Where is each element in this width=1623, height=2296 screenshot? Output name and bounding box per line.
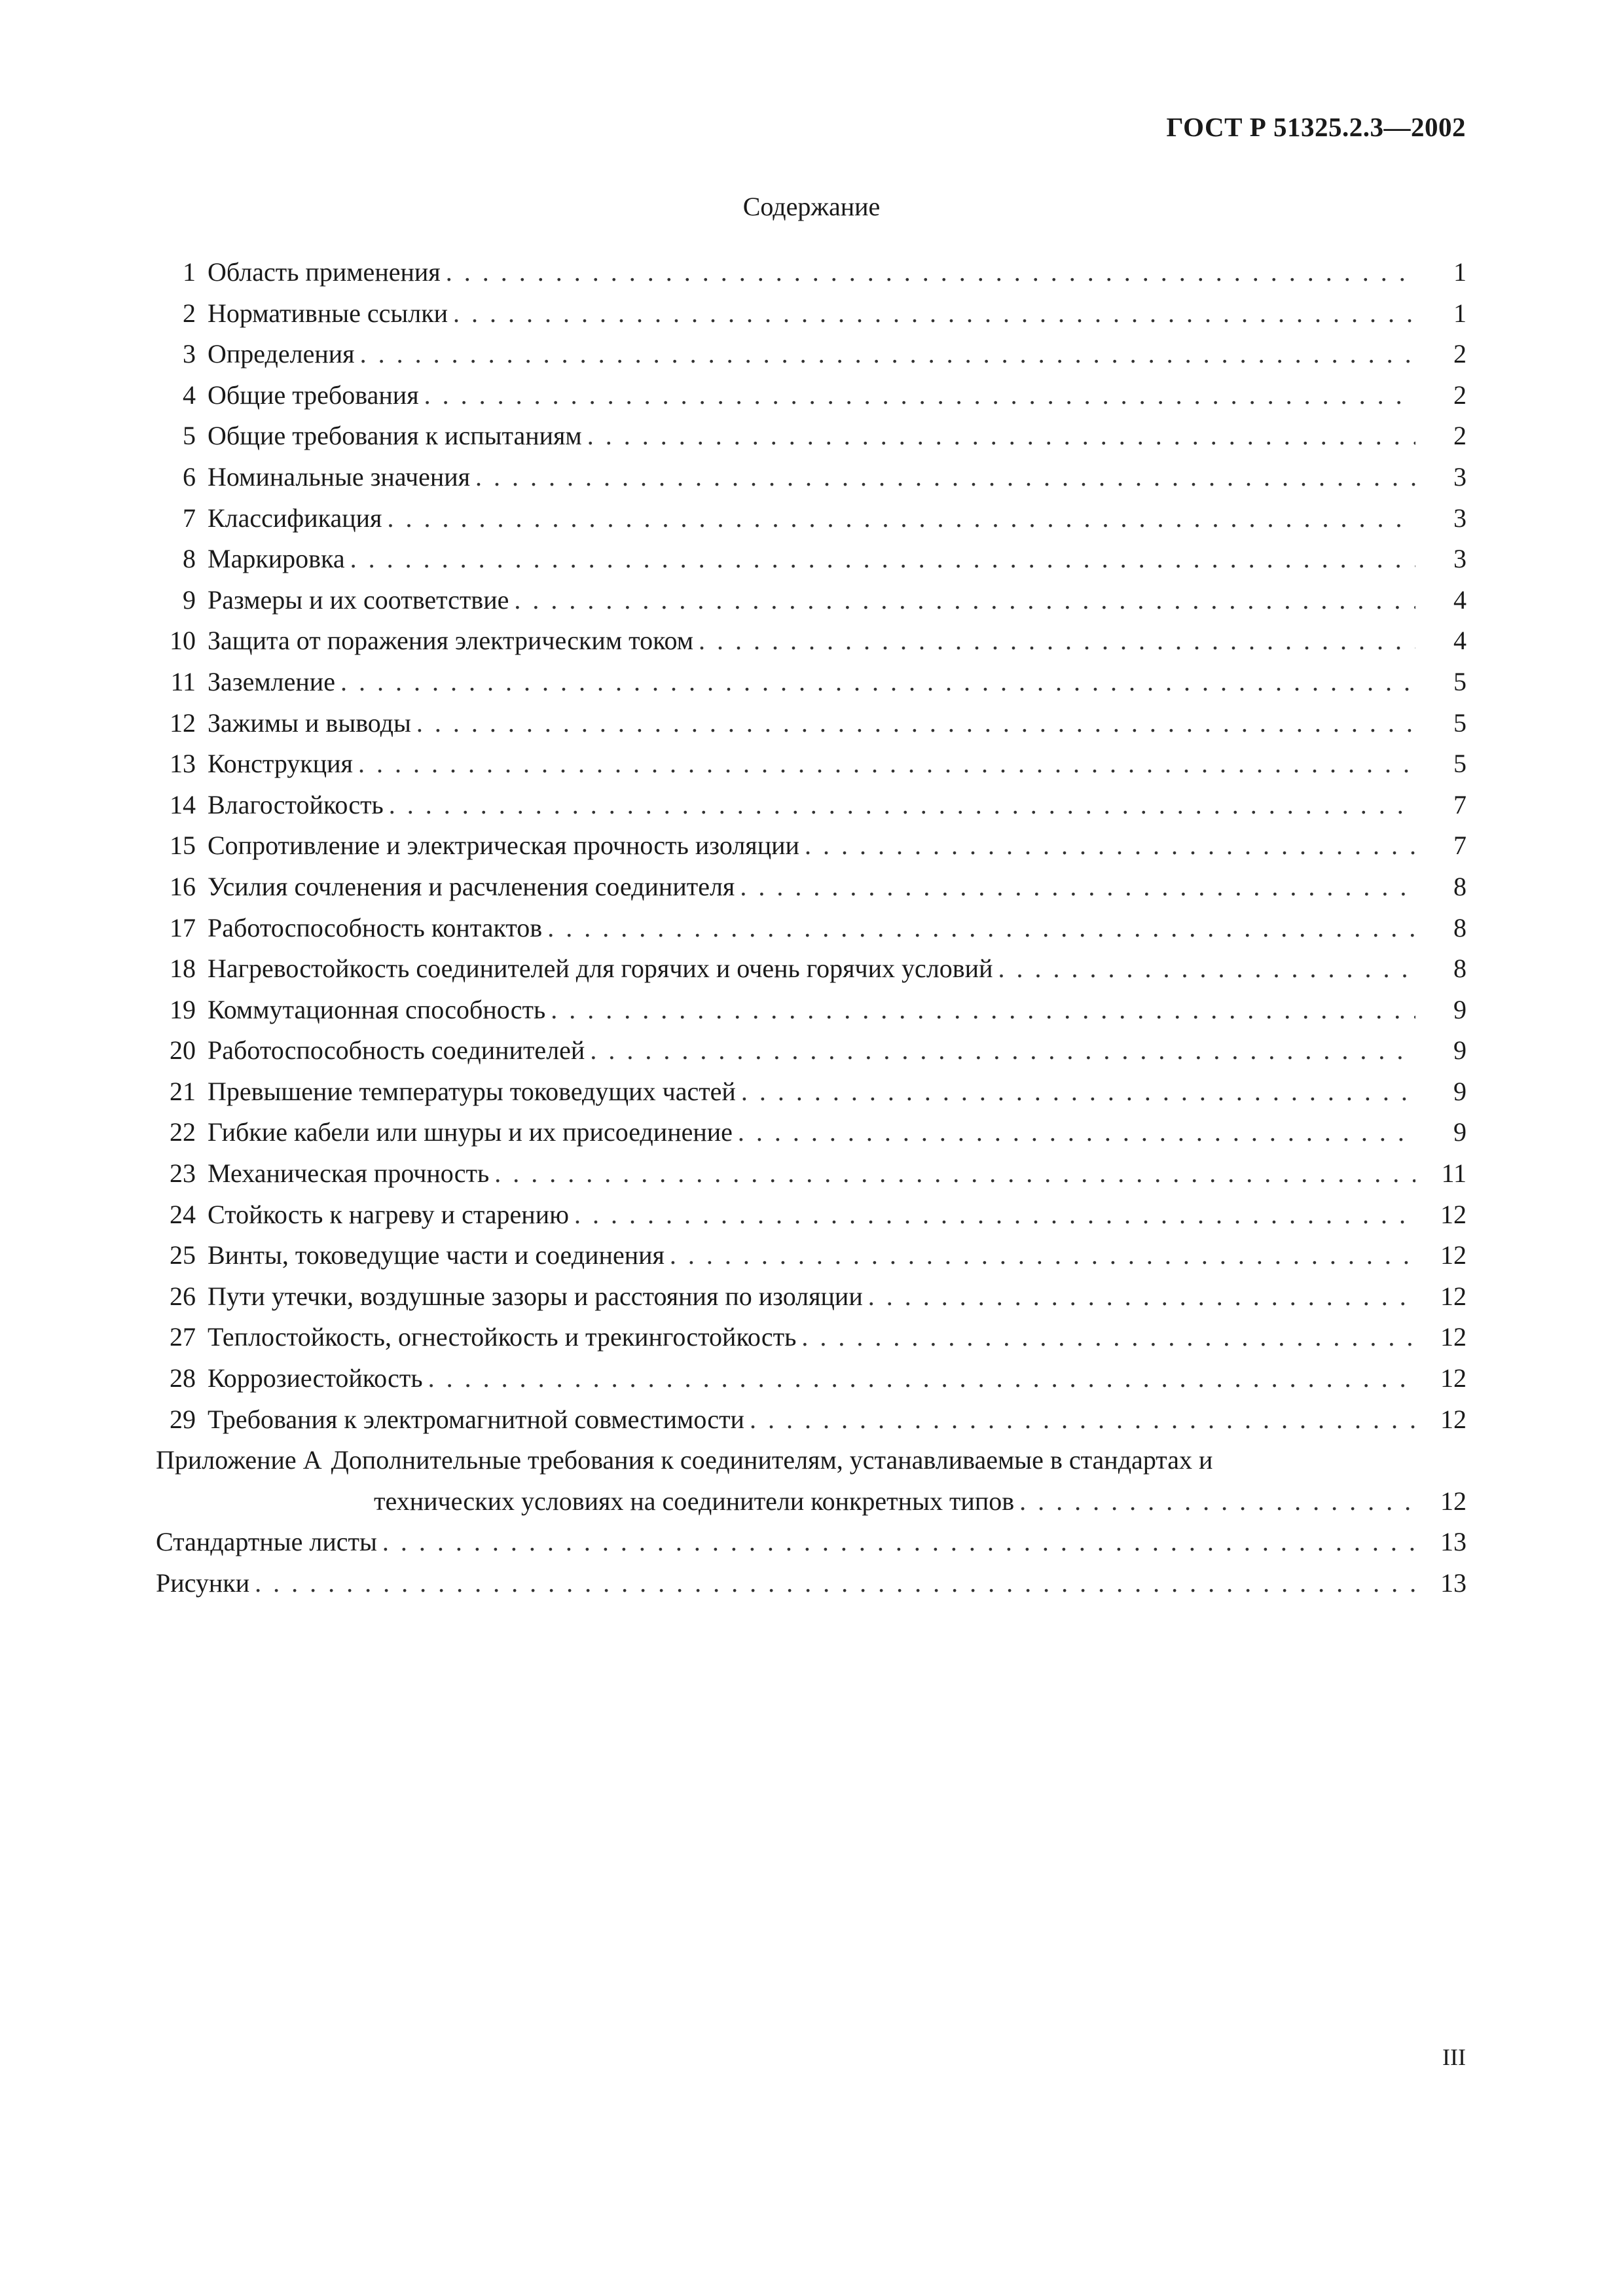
toc-entry xyxy=(156,539,1467,580)
toc-entry-number: 13 xyxy=(170,749,196,779)
toc-entry-page: 12 xyxy=(1440,1322,1467,1352)
toc-entry-title: Общие требования xyxy=(208,380,419,410)
toc-entry xyxy=(156,1358,1467,1399)
dot-leader xyxy=(998,948,1415,990)
dot-leader xyxy=(358,744,1415,785)
dot-leader xyxy=(453,293,1415,334)
toc-entry-number: 8 xyxy=(183,544,196,574)
toc-entry-page: 12 xyxy=(1440,1240,1467,1270)
dot-leader xyxy=(574,1194,1415,1236)
dot-leader xyxy=(699,620,1415,662)
appendix-title-line1: Дополнительные требования к соединителям, устанавливаемые в стандартах и xyxy=(331,1445,1213,1475)
toc-entry-number: 17 xyxy=(170,912,196,942)
dot-leader xyxy=(382,1522,1415,1563)
toc-entry-title: Номинальные значения xyxy=(208,461,471,492)
toc-entry xyxy=(156,744,1467,785)
dot-leader xyxy=(255,1563,1415,1604)
toc-entry-title: Заземление xyxy=(208,666,335,696)
dot-leader xyxy=(424,375,1415,416)
toc-entry xyxy=(156,825,1467,867)
dot-leader xyxy=(670,1235,1415,1276)
toc-entry xyxy=(156,1112,1467,1153)
toc-entry-title: Пути утечки, воздушные зазоры и расстояния по изоляции xyxy=(208,1281,863,1311)
toc-entry-number: 1 xyxy=(183,257,196,287)
toc-entry-title: Определения xyxy=(208,339,355,369)
toc-entry-title: Общие требования к испытаниям xyxy=(208,421,582,451)
toc-entry-page: 1 xyxy=(1453,257,1467,287)
dot-leader xyxy=(475,457,1415,498)
toc-entry-title: Область применения xyxy=(208,257,441,287)
toc-entry-number: 25 xyxy=(170,1240,196,1270)
toc-entry-number: 22 xyxy=(170,1117,196,1147)
toc-entry-page: 3 xyxy=(1453,544,1467,574)
toc-entry-page: 11 xyxy=(1441,1158,1467,1189)
toc-entry-number: 27 xyxy=(170,1322,196,1352)
toc-entry-title: Маркировка xyxy=(208,544,345,574)
toc-entry-number: 11 xyxy=(170,666,196,696)
appendix-title-line2: технических условиях на соединители конкретных типов xyxy=(374,1486,1015,1516)
toc-entry-title: Нормативные ссылки xyxy=(208,298,448,328)
toc-entry-number: 23 xyxy=(170,1158,196,1189)
toc-entry-title: Усилия сочленения и расчленения соединителя xyxy=(208,871,735,901)
toc-entry-page: 4 xyxy=(1453,584,1467,615)
dot-leader xyxy=(494,1153,1415,1194)
toc-entry-title: Требования к электромагнитной совместимости xyxy=(208,1404,744,1434)
toc-entry-title: Механическая прочность xyxy=(208,1158,490,1189)
toc-entry-page: 2 xyxy=(1453,380,1467,410)
toc-entry-title: Работоспособность контактов xyxy=(208,912,543,942)
toc-entry-title: Коммутационная способность xyxy=(208,994,546,1024)
dot-leader xyxy=(387,498,1415,539)
toc-entry-number: 24 xyxy=(170,1199,196,1229)
toc-entry-number: 16 xyxy=(170,871,196,901)
dot-leader xyxy=(416,703,1415,744)
toc-entry-title: Рисунки xyxy=(156,1568,250,1598)
toc-entry-number: 5 xyxy=(183,421,196,451)
toc-entry-page: 3 xyxy=(1453,503,1467,533)
toc-entry-page: 9 xyxy=(1453,1117,1467,1147)
toc-entry-page: 12 xyxy=(1440,1199,1467,1229)
toc-entry-page: 5 xyxy=(1453,666,1467,696)
dot-leader xyxy=(750,1399,1415,1441)
toc-extra-standard-sheets xyxy=(156,1522,1467,1563)
toc-entry-title: Зажимы и выводы xyxy=(208,708,411,738)
toc-entry xyxy=(156,867,1467,908)
toc-entry xyxy=(156,416,1467,457)
toc-entry xyxy=(156,293,1467,334)
toc-entry-title: Влагостойкость xyxy=(208,789,384,819)
toc-entry xyxy=(156,1194,1467,1236)
toc-extra-figures xyxy=(156,1563,1467,1604)
appendix-page: 12 xyxy=(1440,1486,1467,1516)
toc-entry-number: 12 xyxy=(170,708,196,738)
toc-entry-page: 8 xyxy=(1453,871,1467,901)
toc-entry-number: 2 xyxy=(183,298,196,328)
toc-entry xyxy=(156,662,1467,703)
toc-entry-title: Классификация xyxy=(208,503,382,533)
toc-entry xyxy=(156,990,1467,1031)
toc-entry xyxy=(156,1235,1467,1276)
toc-entry-title: Коррозиестойкость xyxy=(208,1363,423,1393)
toc-entry-number: 4 xyxy=(183,380,196,410)
toc-entry xyxy=(156,498,1467,539)
toc-entry-page: 5 xyxy=(1453,708,1467,738)
dot-leader xyxy=(738,1112,1415,1153)
toc-entry-page: 12 xyxy=(1440,1404,1467,1434)
toc-entry xyxy=(156,908,1467,949)
toc-entry-title: Стойкость к нагреву и старению xyxy=(208,1199,569,1229)
toc-entry-title: Теплостойкость, огнестойкость и трекингостойкость xyxy=(208,1322,797,1352)
dot-leader xyxy=(340,662,1415,703)
toc-entry xyxy=(156,948,1467,990)
toc-entry-number: 28 xyxy=(170,1363,196,1393)
toc-entry-page: 13 xyxy=(1440,1568,1467,1598)
toc-title: Содержание xyxy=(742,192,881,221)
toc-entry-number: 21 xyxy=(170,1076,196,1106)
toc-entry xyxy=(156,252,1467,293)
toc-entry-page: 2 xyxy=(1453,421,1467,451)
toc-entry-number: 6 xyxy=(183,461,196,492)
toc-entry xyxy=(156,1399,1467,1441)
toc-entry-page: 4 xyxy=(1453,626,1467,656)
toc-entry-title: Нагревостойкость соединителей для горячих и очень горячих условий xyxy=(208,954,993,984)
dot-leader xyxy=(801,1317,1415,1358)
toc-entry-page: 7 xyxy=(1453,789,1467,819)
toc-entry xyxy=(156,1030,1467,1071)
dot-leader xyxy=(389,785,1415,826)
toc-entry xyxy=(156,334,1467,375)
toc-entry-number: 20 xyxy=(170,1035,196,1066)
toc-entry-number: 7 xyxy=(183,503,196,533)
dot-leader xyxy=(428,1358,1415,1399)
toc-entry xyxy=(156,703,1467,744)
toc-appendix xyxy=(156,1440,1467,1522)
document-code: ГОСТ Р 51325.2.3—2002 xyxy=(1166,112,1466,142)
dot-leader xyxy=(551,990,1415,1031)
dot-leader xyxy=(547,908,1415,949)
toc-entry-title: Гибкие кабели или шнуры и их присоединение xyxy=(208,1117,733,1147)
dot-leader xyxy=(741,1071,1415,1113)
toc-entry-number: 9 xyxy=(183,584,196,615)
toc-entry-number: 19 xyxy=(170,994,196,1024)
page-number: III xyxy=(1442,2044,1466,2070)
dot-leader xyxy=(1019,1481,1415,1522)
toc-entry-number: 3 xyxy=(183,339,196,369)
table-of-contents xyxy=(156,252,1467,1604)
toc-entry-title: Винты, токоведущие части и соединения xyxy=(208,1240,665,1270)
toc-entry-page: 7 xyxy=(1453,831,1467,861)
toc-entry-title: Превышение температуры токоведущих частей xyxy=(208,1076,736,1106)
toc-entry-page: 8 xyxy=(1453,954,1467,984)
appendix-label: Приложение А xyxy=(156,1445,322,1475)
toc-entry xyxy=(156,620,1467,662)
dot-leader xyxy=(805,825,1415,867)
dot-leader xyxy=(587,416,1415,457)
toc-entry-title: Конструкция xyxy=(208,749,353,779)
toc-entry-number: 15 xyxy=(170,831,196,861)
dot-leader xyxy=(446,252,1415,293)
toc-entry xyxy=(156,1153,1467,1194)
toc-entry-title: Размеры и их соответствие xyxy=(208,584,509,615)
toc-entry xyxy=(156,785,1467,826)
toc-entry-page: 9 xyxy=(1453,1076,1467,1106)
toc-entry-number: 10 xyxy=(170,626,196,656)
dot-leader xyxy=(514,580,1415,621)
dot-leader xyxy=(590,1030,1415,1071)
dot-leader xyxy=(868,1276,1415,1318)
toc-entry-page: 9 xyxy=(1453,1035,1467,1066)
toc-entry xyxy=(156,1317,1467,1358)
toc-entry xyxy=(156,1071,1467,1113)
toc-entry xyxy=(156,1276,1467,1318)
toc-entry-number: 29 xyxy=(170,1404,196,1434)
toc-entry-title: Стандартные листы xyxy=(156,1527,377,1557)
toc-entry-number: 26 xyxy=(170,1281,196,1311)
toc-entry-page: 3 xyxy=(1453,461,1467,492)
toc-entry-number: 18 xyxy=(170,954,196,984)
toc-entry-title: Защита от поражения электрическим током xyxy=(208,626,694,656)
toc-entry-page: 8 xyxy=(1453,912,1467,942)
toc-entry-page: 5 xyxy=(1453,749,1467,779)
toc-entry-page: 13 xyxy=(1440,1527,1467,1557)
toc-entry xyxy=(156,580,1467,621)
dot-leader xyxy=(740,867,1415,908)
dot-leader xyxy=(360,334,1415,375)
toc-entry-title: Работоспособность соединителей xyxy=(208,1035,585,1066)
toc-entry xyxy=(156,375,1467,416)
toc-entry-title: Сопротивление и электрическая прочность изоляции xyxy=(208,831,799,861)
toc-entry-page: 12 xyxy=(1440,1363,1467,1393)
toc-entries xyxy=(156,252,1467,1440)
toc-entry xyxy=(156,457,1467,498)
toc-entry-page: 2 xyxy=(1453,339,1467,369)
toc-entry-page: 12 xyxy=(1440,1281,1467,1311)
toc-entry-page: 9 xyxy=(1453,994,1467,1024)
dot-leader xyxy=(350,539,1415,580)
toc-entry-number: 14 xyxy=(170,789,196,819)
toc-entry-page: 1 xyxy=(1453,298,1467,328)
